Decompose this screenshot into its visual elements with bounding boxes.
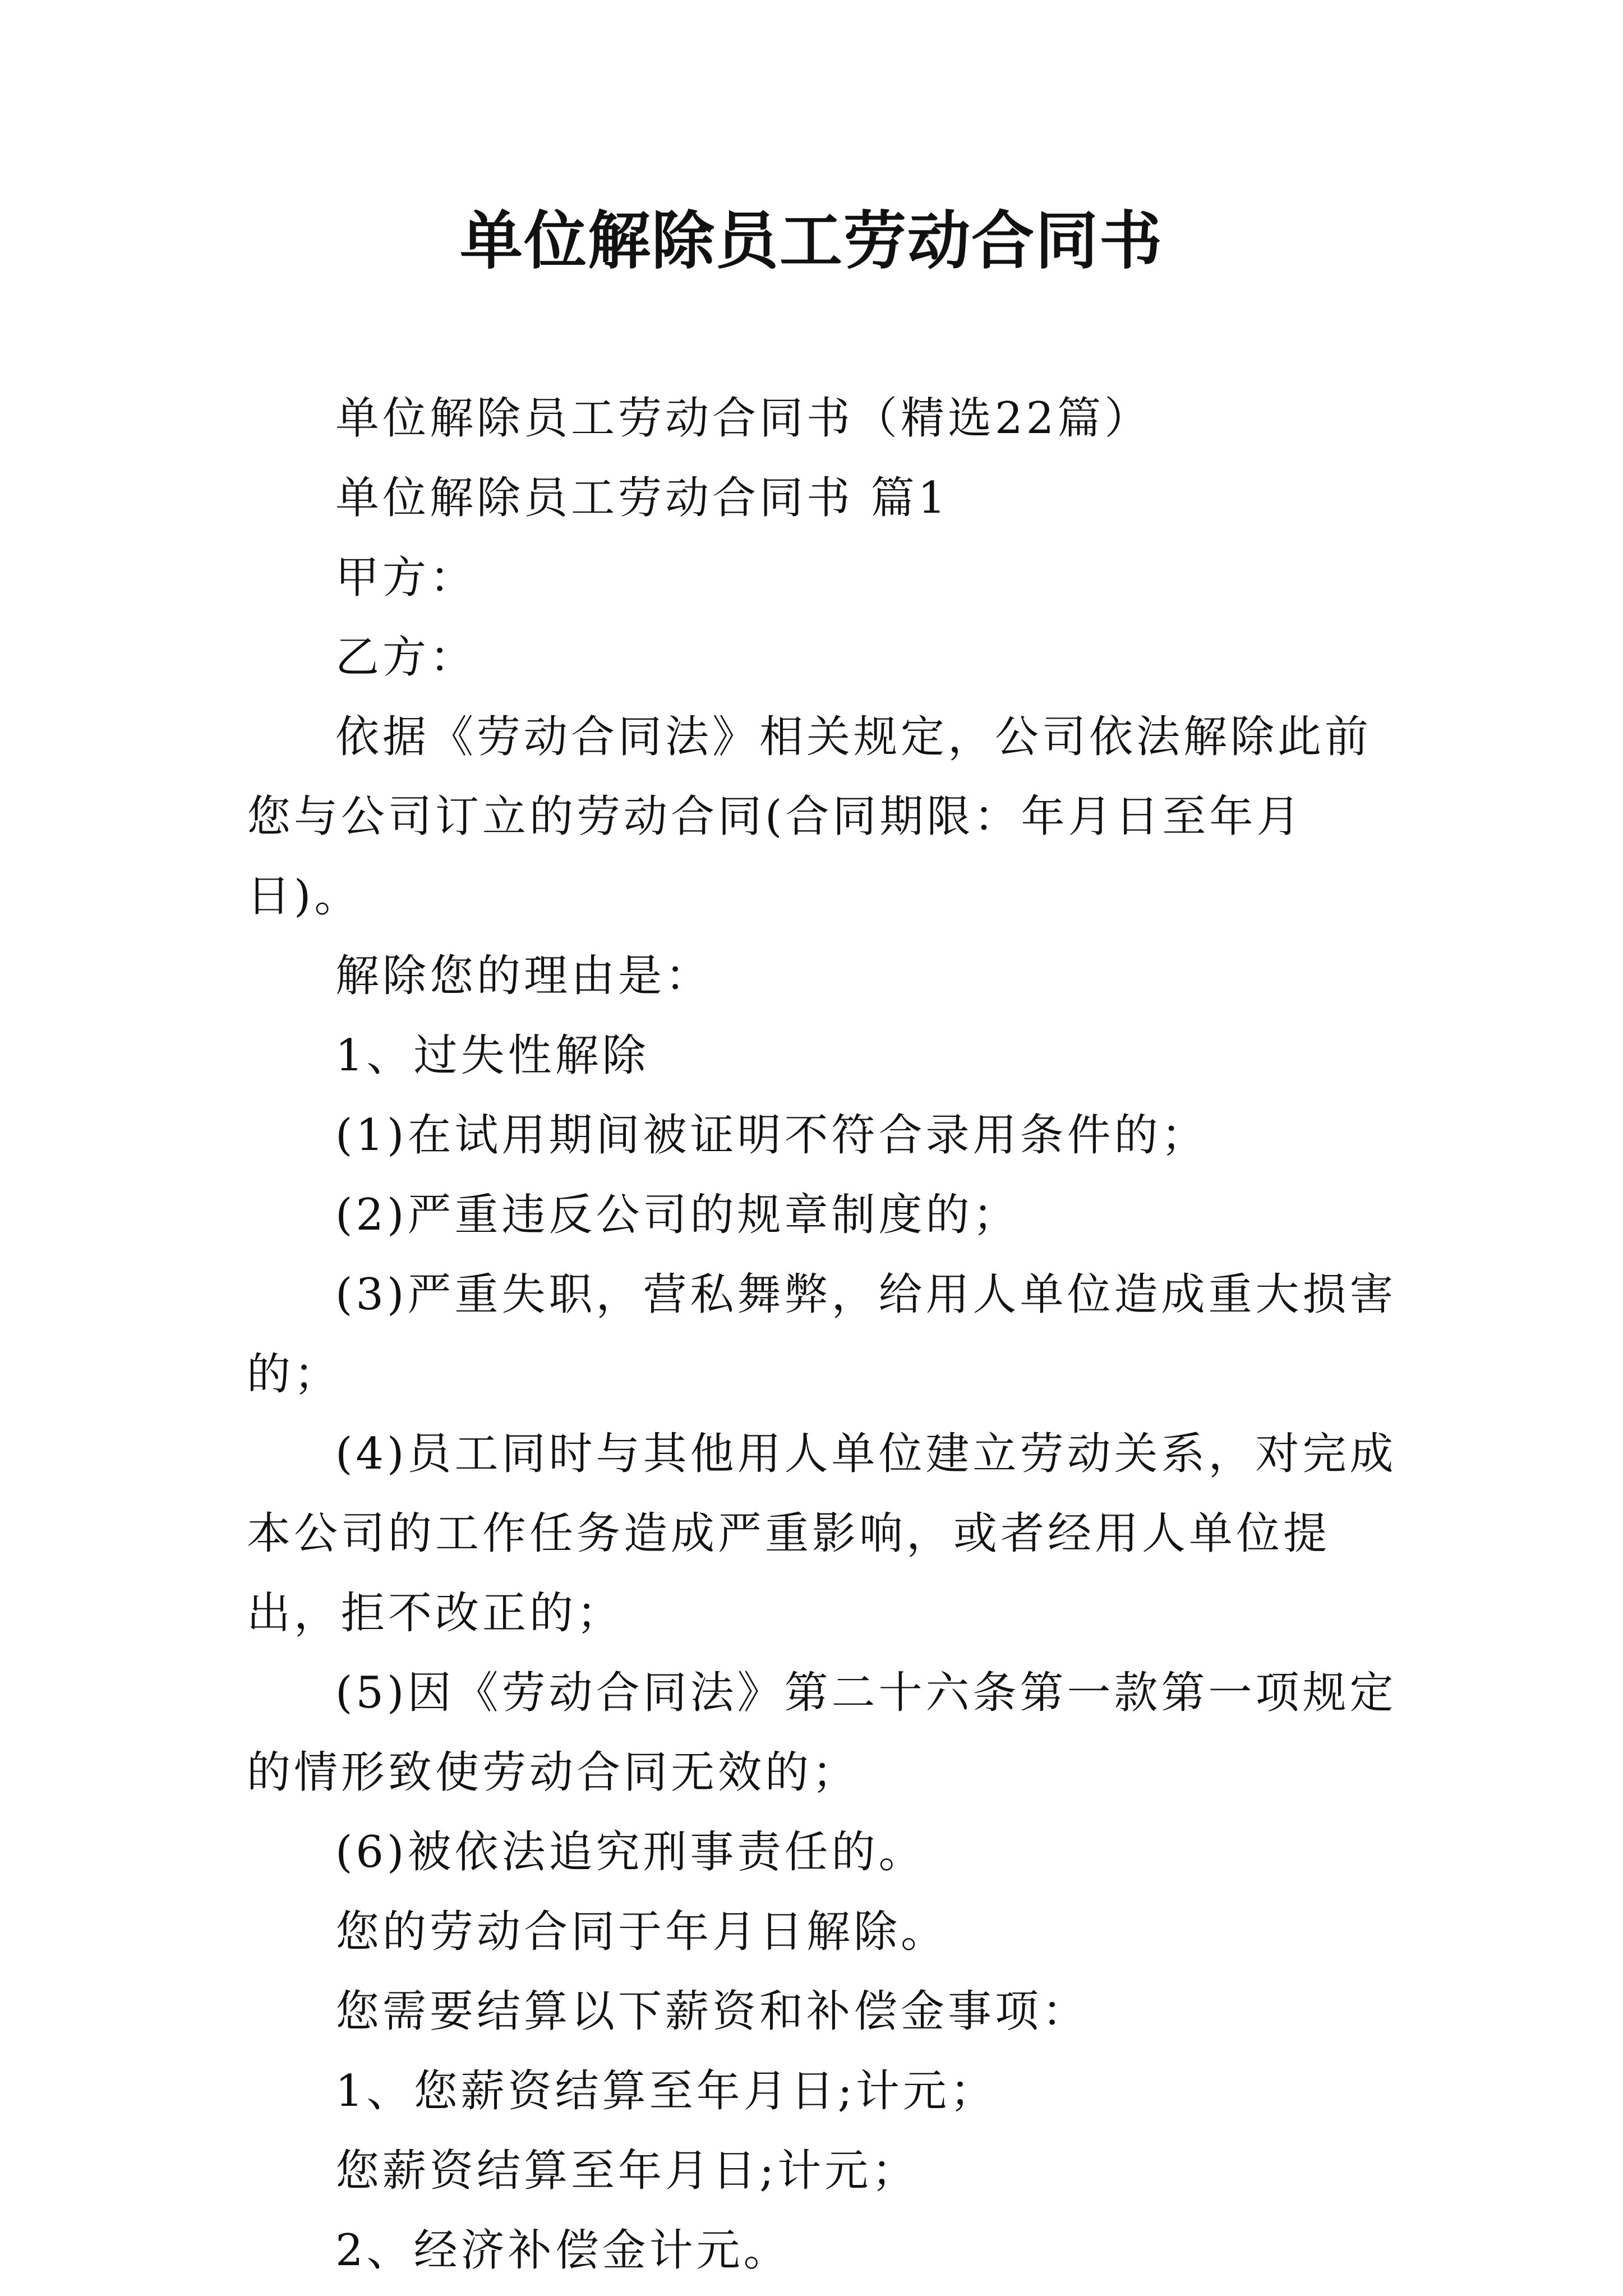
paragraph-item-4: (4)员工同时与其他用人单位建立劳动关系，对完成本公司的工作任务造成严重影响，或者经用人单位提出，拒不改正的； [247, 1429, 1397, 1639]
paragraph-salary-settlement-1: 1、您薪资结算至年月日;计元； [335, 2066, 997, 2116]
paragraph-section-heading: 单位解除员工劳动合同书 篇1 [335, 473, 949, 523]
paragraph-party-b: 乙方： [335, 632, 477, 683]
document-title: 单位解除员工劳动合同书 [460, 204, 1163, 278]
paragraph-fault-dismissal: 1、过失性解除 [335, 1030, 649, 1081]
paragraph-item-3: (3)严重失职，营私舞弊，给用人单位造成重大损害的； [247, 1269, 1397, 1400]
paragraph-termination-date: 您的劳动合同于年月日解除。 [335, 1907, 948, 1957]
paragraph-settlement-heading: 您需要结算以下薪资和补偿金事项： [335, 1986, 1090, 2037]
document-body [247, 379, 1402, 2290]
paragraph-basis: 依据《劳动合同法》相关规定，公司依法解除此前您与公司订立的劳动合同(合同期限：年月日至年月日)。 [247, 712, 1372, 922]
paragraph-subtitle: 单位解除员工劳动合同书（精选22篇） [335, 393, 1152, 444]
paragraph-item-6: (6)被依法追究刑事责任的。 [335, 1827, 926, 1878]
paragraph-item-2: (2)严重违反公司的规章制度的； [335, 1190, 1020, 1240]
paragraph-party-a: 甲方： [335, 553, 477, 603]
paragraph-compensation: 2、经济补偿金计元。 [335, 2225, 791, 2276]
paragraph-item-1: (1)在试用期间被证明不符合录用条件的； [335, 1110, 1209, 1161]
paragraph-salary-settlement-2: 您薪资结算至年月日;计元； [335, 2146, 919, 2196]
paragraph-reason-heading: 解除您的理由是： [335, 951, 713, 1001]
paragraph-item-5: (5)因《劳动合同法》第二十六条第一款第一项规定的情形致使劳动合同无效的； [247, 1668, 1397, 1798]
